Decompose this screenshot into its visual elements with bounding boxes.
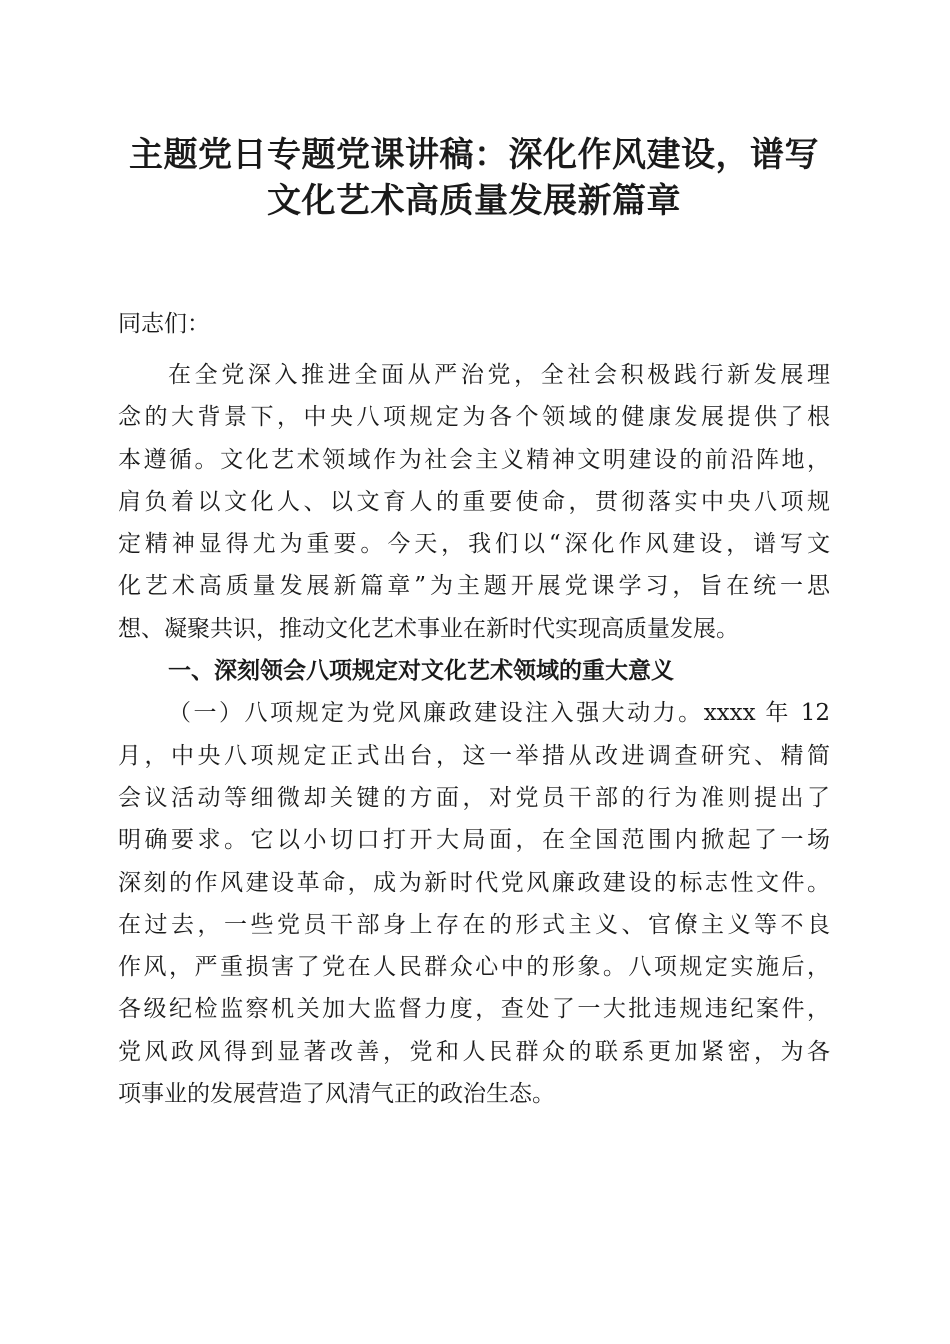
subsection-line: 项事业的发展营造了风清气正的政治生态。: [118, 1081, 555, 1108]
intro-line: 化艺术高质量发展新篇章”为主题开展党课学习，旨在统一思: [118, 573, 830, 600]
subsection-first-rest: xxxx 年 12: [703, 700, 831, 727]
document-page: [118, 132, 830, 1115]
subsection-line: 明确要求。它以小切口打开大局面，在全国范围内掀起了一场: [118, 827, 830, 854]
section-heading: 一、深刻领会八项规定对文化艺术领域的重大意义: [168, 658, 674, 685]
intro-line: 本遵循。文化艺术领域作为社会主义精神文明建设的前沿阵地，: [118, 446, 830, 473]
subsection-first-line: [118, 692, 830, 734]
intro-line: 念的大背景下，中央八项规定为各个领域的健康发展提供了根: [118, 404, 830, 431]
subsection-line: 各级纪检监察机关加大监督力度，查处了一大批违规违纪案件，: [118, 996, 830, 1023]
document-body: [118, 354, 830, 1115]
subsection-line: 作风，严重损害了党在人民群众心中的形象。八项规定实施后，: [118, 954, 830, 981]
subsection-lead: （一）八项规定为党风廉政建设注入强大动力。: [168, 700, 704, 727]
document-title: [118, 132, 830, 224]
subsection-line: 深刻的作风建设革命，成为新时代党风廉政建设的标志性文件。: [118, 869, 830, 896]
subsection-line: 会议活动等细微却关键的方面，对党员干部的行为准则提出了: [118, 784, 830, 811]
subsection-line: 在过去，一些党员干部身上存在的形式主义、官僚主义等不良: [118, 911, 830, 938]
intro-line: 在全党深入推进全面从严治党，全社会积极践行新发展理: [168, 362, 830, 388]
title-line-1: 主题党日专题党课讲稿：深化作风建设，谱写: [129, 135, 819, 175]
salutation: 同志们：: [118, 311, 210, 337]
subsection-line: 月，中央八项规定正式出台，这一举措从改进调查研究、精简: [118, 742, 830, 769]
intro-line: 想、凝聚共识，推动文化艺术事业在新时代实现高质量发展。: [118, 615, 739, 642]
title-line-2: 文化艺术高质量发展新篇章: [267, 181, 681, 221]
subsection-line: 党风政风得到显著改善，党和人民群众的联系更加紧密，为各: [118, 1038, 830, 1065]
intro-line: 肩负着以文化人、以文育人的重要使命，贯彻落实中央八项规: [118, 488, 830, 515]
intro-line: 定精神显得尤为重要。今天，我们以“深化作风建设，谱写文: [118, 531, 830, 558]
